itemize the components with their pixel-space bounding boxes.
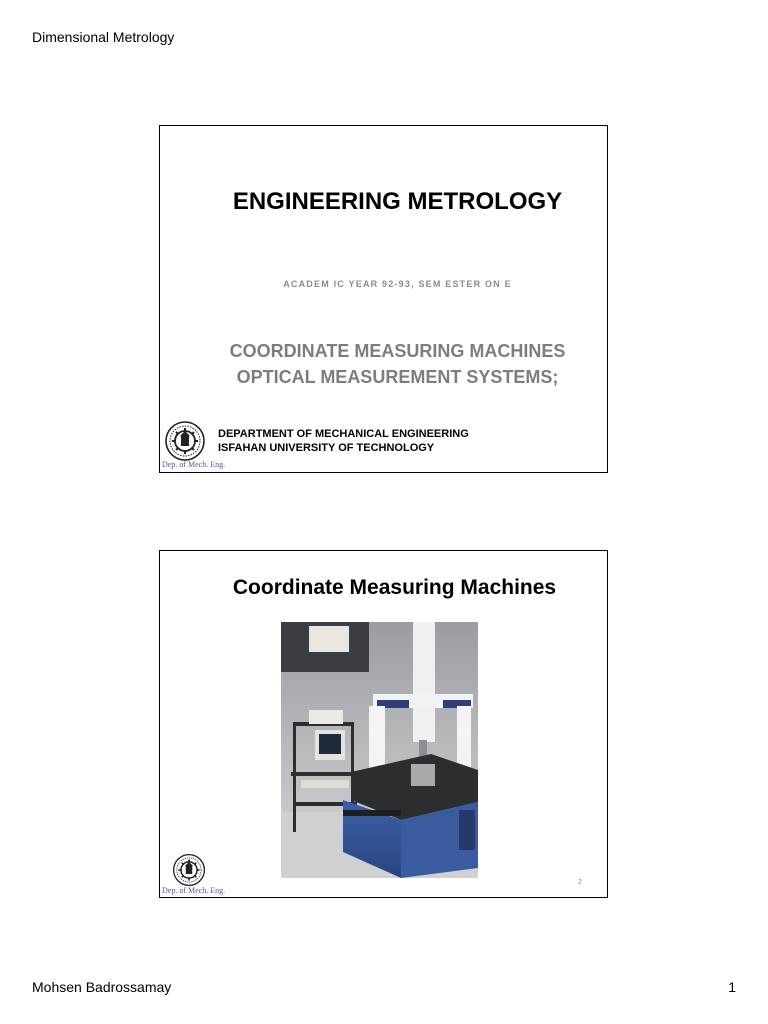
slide-number: 2 [578, 879, 582, 886]
cmm-machine-photo [281, 622, 478, 878]
page-header: Dimensional Metrology [32, 29, 175, 45]
slide-title: Coordinate Measuring Machines [232, 576, 557, 599]
university-name: ISFAHAN UNIVERSITY OF TECHNOLOGY [218, 442, 435, 454]
slide-1 [159, 125, 608, 473]
page-number: 1 [728, 979, 736, 995]
university-logo-icon [164, 420, 206, 462]
university-logo-icon [172, 853, 206, 887]
academic-year-text: ACADEM IC YEAR 92-93, SEM ESTER ON E [283, 279, 512, 289]
slide-title: ENGINEERING METROLOGY [232, 188, 563, 215]
department-name: DEPARTMENT OF MECHANICAL ENGINEERING [218, 428, 469, 440]
slide-subtitle-line-2: OPTICAL MEASUREMENT SYSTEMS; [236, 367, 559, 387]
slide-2 [159, 550, 608, 898]
logo-caption: Dep. of Mech. Eng. [162, 460, 226, 469]
slide-subtitle-line-1: COORDINATE MEASURING MACHINES [229, 341, 566, 361]
page-footer-author: Mohsen Badrossamay [32, 979, 172, 995]
logo-caption: Dep. of Mech. Eng. [162, 886, 226, 895]
